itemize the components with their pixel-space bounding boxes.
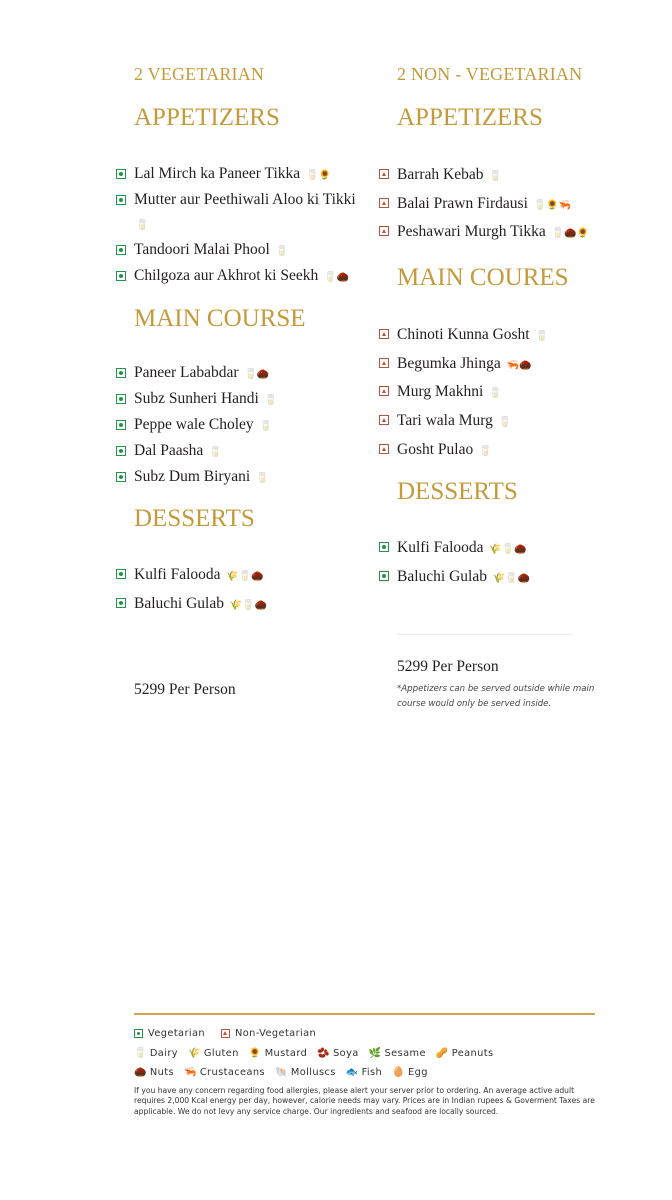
legend-label: Dairy bbox=[149, 1047, 178, 1059]
allergen-icons: 🥛 bbox=[136, 220, 149, 231]
nonveg-appetizers-list bbox=[397, 162, 612, 248]
allergen-icons: 🌾🥛🌰 bbox=[226, 571, 264, 582]
nonveg-desserts-heading: DESSERTS bbox=[397, 478, 518, 505]
allergen-legend-row-1 bbox=[134, 1048, 595, 1059]
dish-name: Paneer Lababdar bbox=[134, 364, 239, 381]
nonveg-marker-icon bbox=[379, 415, 389, 425]
nonveg-marker-icon bbox=[379, 198, 389, 208]
veg-marker-icon bbox=[116, 195, 126, 205]
legend-label: Nuts bbox=[149, 1066, 174, 1078]
nonveg-marker-icon bbox=[221, 1029, 230, 1038]
legend-label: Fish bbox=[361, 1066, 383, 1078]
veg-marker-icon bbox=[116, 394, 126, 404]
allergen-icons: 🥛 bbox=[209, 447, 222, 458]
list-item bbox=[134, 562, 359, 591]
nonveg-marker-icon bbox=[379, 444, 389, 454]
dairy-icon: 🥛 bbox=[134, 1047, 147, 1059]
nonveg-marker-icon bbox=[379, 169, 389, 179]
veg-main-course-list bbox=[134, 361, 359, 491]
list-item bbox=[134, 361, 359, 387]
dish-name: Mutter aur Peethiwali Aloo ki Tikki bbox=[134, 191, 356, 208]
allergen-icons: 🥛🌻 bbox=[306, 170, 331, 181]
list-item bbox=[397, 535, 612, 564]
list-item bbox=[134, 591, 359, 620]
egg-icon: 🥚 bbox=[392, 1066, 406, 1078]
nonveg-appetizers-heading: APPETIZERS bbox=[397, 104, 543, 131]
allergen-icons: 🥛 bbox=[498, 417, 512, 429]
allergen-icons: 🥛🌰 bbox=[324, 272, 350, 283]
dish-name: Kulfi Falooda bbox=[397, 539, 484, 556]
list-item bbox=[134, 387, 359, 413]
legend-fish bbox=[346, 1067, 382, 1078]
list-item bbox=[397, 564, 612, 593]
veg-marker-icon bbox=[116, 446, 126, 456]
dish-name: Peppe wale Choley bbox=[134, 416, 254, 433]
veg-marker-icon bbox=[116, 420, 126, 430]
legend-peanuts bbox=[436, 1048, 494, 1059]
allergy-disclaimer: If you have any concern regarding food allergies, please alert your server prior to ordering. An average active adult requires 2,000 Kcal energy per day, however, calorie needs may vary. Prices are in Indian rupees & Goverment Taxes are applicable. We do not levy any service charge. Our ingredients and seafood are locally sourced. bbox=[134, 1085, 595, 1116]
fish-icon: 🐟 bbox=[345, 1066, 359, 1078]
legend-dairy bbox=[134, 1048, 178, 1059]
legend-label: Molluscs bbox=[290, 1066, 336, 1078]
veg-appetizers-list bbox=[134, 162, 359, 290]
veg-appetizers-heading: APPETIZERS bbox=[134, 104, 280, 131]
divider bbox=[397, 634, 573, 635]
legend-sesame bbox=[369, 1048, 426, 1059]
nonveg-main-course-heading: MAIN COURES bbox=[397, 264, 569, 291]
list-item bbox=[134, 188, 359, 238]
legend-soya bbox=[317, 1048, 358, 1059]
legend-non-vegetarian bbox=[221, 1028, 316, 1039]
allergen-icons: 🌾🥛🌰 bbox=[229, 599, 268, 611]
allergen-icons: 🌾🥛🌰 bbox=[489, 544, 527, 555]
allergen-icons: 🥛 bbox=[535, 331, 548, 342]
allergen-icons: 🌾🥛🌰 bbox=[492, 572, 531, 584]
allergen-icons: 🥛 bbox=[489, 171, 502, 182]
legend-label: Egg bbox=[408, 1066, 428, 1078]
list-item bbox=[397, 219, 612, 248]
dish-name: Gosht Pulao bbox=[397, 440, 474, 458]
veg-marker-icon bbox=[379, 542, 389, 552]
legend-molluscs bbox=[275, 1067, 336, 1078]
legend-egg bbox=[392, 1067, 428, 1078]
allergen-icons: 🥛 bbox=[489, 388, 502, 400]
nonveg-marker-icon bbox=[379, 386, 389, 396]
nonveg-desserts-list bbox=[397, 535, 612, 592]
list-item bbox=[134, 238, 359, 264]
veg-marker-icon bbox=[116, 169, 126, 179]
veg-desserts-list bbox=[134, 562, 359, 619]
veg-marker-icon bbox=[116, 598, 126, 608]
legend-label: Sesame bbox=[384, 1047, 426, 1059]
mustard-icon: 🌻 bbox=[248, 1047, 262, 1059]
veg-marker-icon bbox=[134, 1029, 143, 1038]
allergen-icons: 🥛🌰🌻 bbox=[551, 228, 589, 240]
allergen-icons: 🥛 bbox=[256, 473, 269, 484]
legend-label: Crustaceans bbox=[199, 1066, 265, 1078]
veg-marker-icon bbox=[116, 569, 126, 579]
legend-label: Gluten bbox=[203, 1047, 239, 1059]
veg-marker-icon bbox=[116, 271, 126, 281]
dish-name: Chinoti Kunna Gosht bbox=[397, 326, 530, 343]
veg-main-course-heading: MAIN COURSE bbox=[134, 305, 306, 332]
veg-section-title: 2 VEGETARIAN bbox=[134, 64, 265, 84]
list-item bbox=[134, 162, 359, 188]
molluscs-icon: 🐚 bbox=[274, 1066, 288, 1078]
veg-price: 5299 Per Person bbox=[134, 681, 236, 698]
dish-name: Murg Makhni bbox=[397, 383, 484, 401]
dish-name: Peshawari Murgh Tikka bbox=[397, 223, 546, 241]
nonveg-main-course-list bbox=[397, 322, 612, 466]
sesame-icon: 🌿 bbox=[368, 1047, 382, 1059]
legend-label: Peanuts bbox=[451, 1047, 494, 1059]
allergen-legend-row-2 bbox=[134, 1067, 595, 1078]
allergen-icons: 🥛 bbox=[259, 421, 272, 432]
allergen-icons: 🥛🌰 bbox=[244, 369, 270, 380]
list-item bbox=[397, 322, 612, 351]
allergen-legend bbox=[134, 1013, 595, 1117]
diet-legend-row bbox=[134, 1028, 595, 1039]
dish-name: Balai Prawn Firdausi bbox=[397, 194, 528, 212]
legend-nuts bbox=[134, 1067, 174, 1078]
allergen-icons: 🥛 bbox=[275, 246, 289, 257]
nuts-icon: 🌰 bbox=[134, 1066, 147, 1078]
allergen-icons: 🥛 bbox=[479, 445, 492, 457]
allergen-icons: 🥛 bbox=[264, 395, 278, 406]
veg-marker-icon bbox=[379, 571, 389, 581]
dish-name: Baluchi Gulab bbox=[134, 594, 224, 612]
allergen-icons: 🦐🌰 bbox=[506, 359, 532, 371]
dish-name: Baluchi Gulab bbox=[397, 567, 487, 585]
soya-icon: 🫘 bbox=[317, 1047, 331, 1059]
legend-label: Vegetarian bbox=[148, 1027, 206, 1039]
veg-marker-icon bbox=[116, 472, 126, 482]
dish-name: Subz Dum Biryani bbox=[134, 468, 251, 485]
veg-marker-icon bbox=[116, 245, 126, 255]
dish-name: Kulfi Falooda bbox=[134, 566, 221, 583]
dish-name: Tandoori Malai Phool bbox=[134, 241, 270, 258]
crustaceans-icon: 🦐 bbox=[183, 1066, 197, 1078]
dish-name: Chilgoza aur Akhrot ki Seekh bbox=[134, 267, 319, 284]
legend-label: Soya bbox=[333, 1047, 359, 1059]
dish-name: Barrah Kebab bbox=[397, 166, 484, 183]
list-item bbox=[397, 379, 612, 408]
peanuts-icon: 🥜 bbox=[435, 1047, 449, 1059]
dish-name: Dal Paasha bbox=[134, 442, 204, 459]
list-item bbox=[397, 351, 612, 380]
footer-divider bbox=[134, 1013, 595, 1015]
service-note: *Appetizers can be served outside while main course would only be served inside. bbox=[397, 684, 595, 709]
list-item bbox=[397, 162, 612, 191]
list-item bbox=[134, 465, 359, 491]
dish-name: Subz Sunheri Handi bbox=[134, 390, 259, 407]
veg-marker-icon bbox=[116, 368, 126, 378]
legend-gluten bbox=[188, 1048, 239, 1059]
list-item bbox=[134, 264, 359, 290]
list-item bbox=[397, 191, 612, 220]
list-item bbox=[134, 413, 359, 439]
dish-name: Lal Mirch ka Paneer Tikka bbox=[134, 165, 301, 182]
legend-crustaceans bbox=[184, 1067, 265, 1078]
allergen-icons: 🥛🌻🦐 bbox=[533, 199, 572, 211]
gluten-icon: 🌾 bbox=[187, 1047, 201, 1059]
list-item bbox=[134, 439, 359, 465]
nonveg-marker-icon bbox=[379, 226, 389, 236]
dish-name: Begumka Jhinga bbox=[397, 354, 501, 372]
legend-label: Non-Vegetarian bbox=[235, 1027, 317, 1039]
legend-vegetarian bbox=[134, 1028, 205, 1039]
list-item bbox=[397, 408, 612, 437]
legend-label: Mustard bbox=[264, 1047, 308, 1059]
veg-desserts-heading: DESSERTS bbox=[134, 505, 255, 532]
nonveg-marker-icon bbox=[379, 329, 389, 339]
nonveg-price: 5299 Per Person bbox=[397, 658, 499, 675]
nonveg-marker-icon bbox=[379, 358, 389, 368]
nonveg-section-title: 2 NON - VEGETARIAN bbox=[397, 64, 583, 84]
dish-name: Tari wala Murg bbox=[397, 412, 493, 430]
list-item bbox=[397, 437, 612, 466]
legend-mustard bbox=[249, 1048, 307, 1059]
